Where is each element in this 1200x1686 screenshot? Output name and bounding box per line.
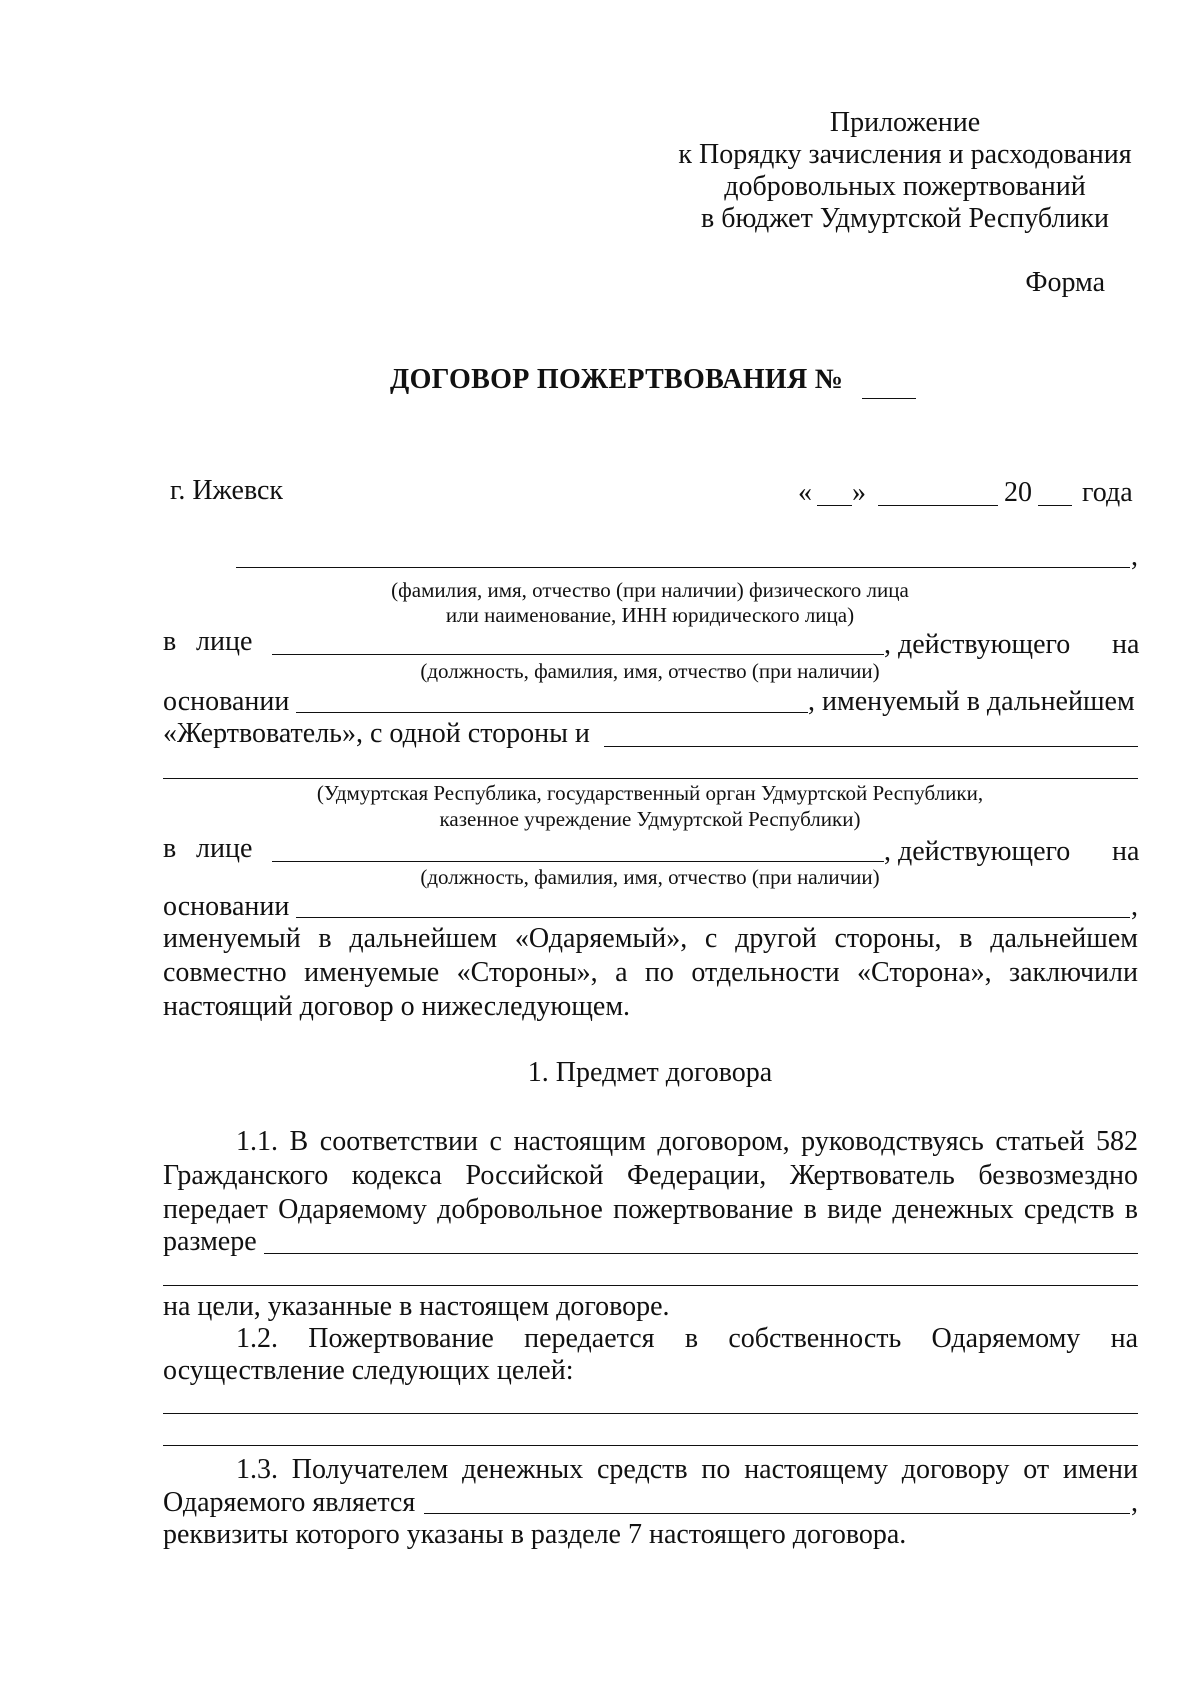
donor-basis-blank[interactable]	[296, 712, 808, 713]
date-year-suffix: года	[1082, 477, 1133, 508]
donee-paragraph-line-3: настоящий договор о нижеследующем.	[163, 991, 631, 1022]
page-title: ДОГОВОР ПОЖЕРТВОВАНИЯ №	[390, 364, 844, 395]
p12-line-1: 1.2. Пожертвование передается в собственность Одаряемому на	[236, 1323, 1138, 1354]
date-quote-open: «	[798, 477, 812, 508]
purpose-blank-1[interactable]	[163, 1413, 1138, 1414]
p11-end: на цели, указанные в настоящем договоре.	[163, 1291, 670, 1322]
donee-litse: лице	[196, 833, 253, 864]
date-quote-close: »	[852, 477, 866, 508]
donor-name-comma: ,	[1131, 541, 1138, 572]
p13-line-1: 1.3. Получателем денежных средств по настоящему договору от имени	[236, 1454, 1138, 1485]
donor-name-blank[interactable]	[236, 567, 1130, 568]
annex-line-4: в бюджет Удмуртской Республики	[701, 203, 1109, 234]
p11-line-1: 1.1. В соответствии с настоящим договором, руководствуясь статьей 582	[236, 1126, 1138, 1157]
donor-acting: , действующего	[884, 629, 1071, 660]
donor-caption-1: (фамилия, имя, отчество (при наличии) физического лица	[391, 578, 909, 602]
donee-acting-na: на	[1112, 836, 1140, 867]
donee-v: в	[163, 833, 177, 864]
purpose-blank-2[interactable]	[163, 1445, 1138, 1446]
donor-hereinafter: , именуемый в дальнейшем	[808, 686, 1135, 717]
donor-caption-3: (должность, фамилия, имя, отчество (при наличии)	[420, 659, 880, 683]
donor-litse: лице	[196, 626, 253, 657]
p13-comma: ,	[1131, 1487, 1138, 1518]
donee-caption-3: (должность, фамилия, имя, отчество (при наличии)	[420, 865, 880, 889]
donee-caption-2: казенное учреждение Удмуртской Республики)	[439, 807, 861, 831]
donee-name-blank-1[interactable]	[604, 746, 1138, 747]
donee-paragraph-line-2: совместно именуемые «Стороны», а по отдельности «Сторона», заключили	[163, 957, 1138, 988]
city: г. Ижевск	[170, 475, 284, 506]
donee-acting: , действующего	[884, 836, 1071, 867]
date-year-blank[interactable]	[1038, 505, 1072, 506]
donee-paragraph-line-1: именуемый в дальнейшем «Одаряемый», с другой стороны, в дальнейшем	[163, 923, 1138, 954]
annex-line-3: добровольных пожертвований	[724, 171, 1086, 202]
p11-line-2: Гражданского кодекса Российской Федерации, Жертвователь безвозмездно	[163, 1160, 1138, 1191]
donee-basis-blank[interactable]	[296, 917, 1130, 918]
p12-line-2: осуществление следующих целей:	[163, 1355, 574, 1386]
donor-representative-blank[interactable]	[272, 654, 884, 655]
section-1-heading: 1. Предмет договора	[527, 1057, 773, 1088]
date-month-blank[interactable]	[878, 505, 998, 506]
donee-basis-comma: ,	[1131, 891, 1138, 922]
date-day-blank[interactable]	[817, 505, 852, 506]
donor-v: в	[163, 626, 177, 657]
donee-basis-label: основании	[163, 891, 290, 922]
recipient-blank[interactable]	[424, 1513, 1130, 1514]
donee-name-blank-2[interactable]	[163, 778, 1138, 779]
p11-size-label: размере	[163, 1226, 257, 1257]
p13-line-2: Одаряемого является	[163, 1487, 416, 1518]
contract-number-blank[interactable]	[862, 398, 916, 399]
p11-line-3: передает Одаряемому добровольное пожертвование в виде денежных средств в	[163, 1194, 1138, 1225]
donor-designation: «Жертвователь», с одной стороны и	[163, 718, 590, 749]
form-label: Форма	[1025, 267, 1105, 298]
donor-acting-na: на	[1112, 629, 1140, 660]
donee-caption-1: (Удмуртская Республика, государственный орган Удмуртской Республики,	[316, 781, 984, 805]
annex-line-1: Приложение	[829, 107, 981, 138]
donor-basis-label: основании	[163, 686, 290, 717]
donor-caption-2: или наименование, ИНН юридического лица)	[445, 603, 855, 627]
donation-amount-blank-2[interactable]	[163, 1285, 1138, 1286]
donee-representative-blank[interactable]	[272, 861, 884, 862]
donation-amount-blank-1[interactable]	[264, 1253, 1138, 1254]
annex-line-2: к Порядку зачисления и расходования	[678, 139, 1132, 170]
date-year-prefix: 20	[1004, 477, 1032, 508]
p13-line-3: реквизиты которого указаны в разделе 7 настоящего договора.	[163, 1519, 907, 1550]
